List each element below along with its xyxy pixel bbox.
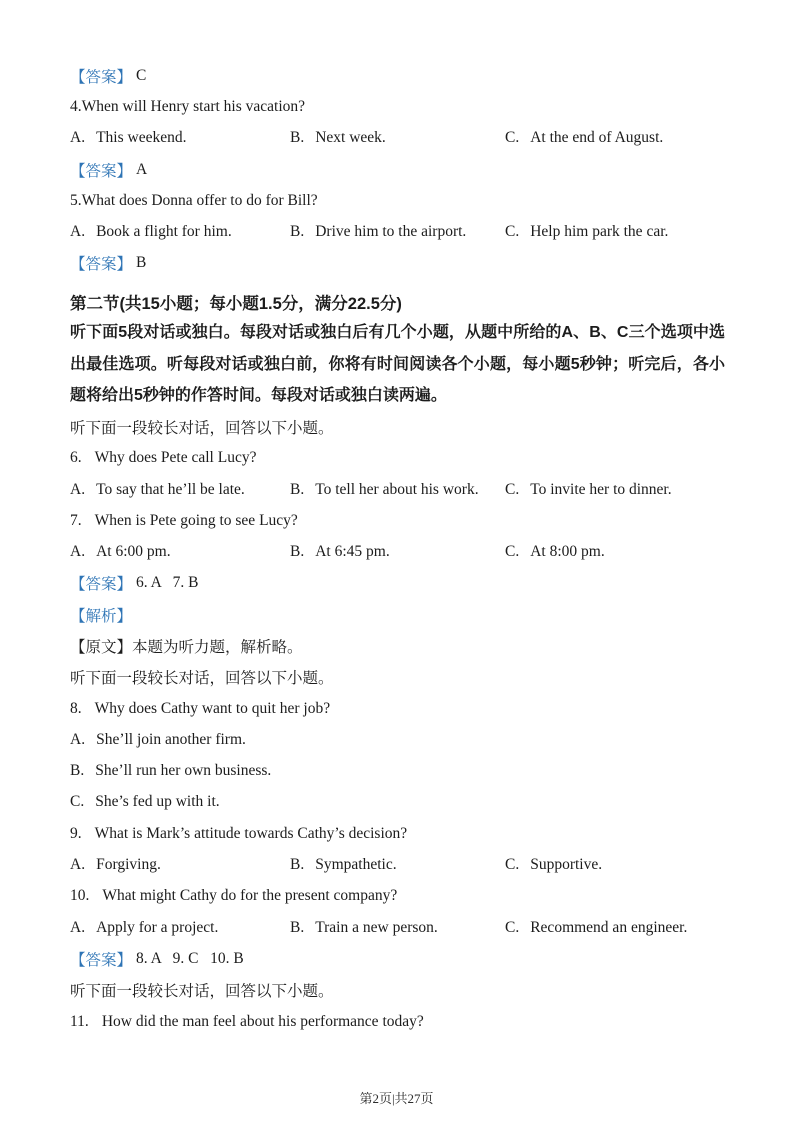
- section-instructions: 听下面5段对话或独白。每段对话或独白后有几个小题，从题中所给的A、B、C三个选项中选出最佳选项。听每段对话或独白前，你将有时间阅读各个小题，每小题5秒钟；听完后，各小题将给出5秒钟的作答时间。每段对话或独白读两遍。: [70, 324, 725, 404]
- question-text: When is Pete going to see Lucy?: [94, 511, 298, 529]
- answer-line-q5: [70, 248, 725, 279]
- option-letter: C.: [505, 480, 520, 498]
- question-number: 7.: [70, 511, 82, 529]
- option-b: [290, 123, 386, 154]
- question-10: [70, 881, 725, 912]
- option-text: To say that he’ll be late.: [96, 480, 245, 498]
- option-text: Supportive.: [530, 856, 603, 874]
- option-letter: A.: [70, 223, 86, 241]
- option-text: Forgiving.: [96, 856, 161, 874]
- question-number: 8.: [70, 699, 82, 717]
- answer-tag: 【答案】: [70, 162, 133, 180]
- option-letter: A.: [70, 730, 86, 748]
- answer-tag: 【答案】: [70, 68, 133, 86]
- question-text: What might Cathy do for the present company?: [102, 887, 398, 905]
- question-number: 6.: [70, 449, 82, 467]
- option-b: [290, 474, 479, 505]
- option-b: [290, 849, 397, 880]
- listening-intro-2: 听下面一段较长对话，回答以下小题。: [70, 670, 334, 688]
- question-11: [70, 1006, 725, 1037]
- option-text: She’ll join another firm.: [96, 730, 246, 748]
- question-9-options: [70, 849, 725, 880]
- question-7: [70, 505, 725, 536]
- option-letter: B.: [290, 129, 305, 147]
- option-c: [505, 216, 668, 247]
- option-text: She’s fed up with it.: [95, 793, 220, 811]
- answer-tag: 【答案】: [70, 951, 133, 969]
- answer-value: 6. A 7. B: [136, 574, 199, 592]
- option-letter: A.: [70, 129, 86, 147]
- question-9: [70, 818, 725, 849]
- option-c: [505, 849, 602, 880]
- question-6: [70, 443, 725, 474]
- option-letter: A.: [70, 543, 86, 561]
- option-letter: C.: [70, 793, 85, 811]
- answer-line-q3: [70, 60, 725, 91]
- question-4-options: [70, 123, 725, 154]
- option-a: [70, 216, 232, 247]
- option-c: [505, 123, 663, 154]
- question-8-option-a: [70, 724, 725, 755]
- answer-line-q8-q10: [70, 943, 725, 974]
- option-letter: B.: [70, 762, 85, 780]
- answer-value: 8. A 9. C 10. B: [136, 949, 244, 967]
- option-a: [70, 849, 161, 880]
- option-c: [505, 912, 687, 943]
- option-b: [290, 216, 466, 247]
- analysis-tag: 【解析】: [70, 607, 133, 625]
- option-b: [290, 536, 390, 567]
- analysis-tag-line: [70, 599, 725, 630]
- option-a: [70, 123, 186, 154]
- question-4: [70, 91, 725, 122]
- option-letter: A.: [70, 856, 86, 874]
- option-letter: C.: [505, 129, 520, 147]
- option-text: Train a new person.: [315, 918, 438, 936]
- option-letter: B.: [290, 223, 305, 241]
- transcript-text: 本题为听力题，解析略。: [132, 638, 303, 656]
- answer-tag: 【答案】: [70, 576, 133, 594]
- answer-tag: 【答案】: [70, 256, 133, 274]
- question-text: Why does Cathy want to quit her job?: [94, 699, 331, 717]
- listening-intro-1: 听下面一段较长对话，回答以下小题。: [70, 419, 334, 437]
- page-footer: 第2页|共27页: [359, 1091, 434, 1106]
- option-c: [505, 536, 605, 567]
- option-letter: C.: [505, 856, 520, 874]
- option-text: This weekend.: [96, 129, 187, 147]
- question-10-options: [70, 912, 725, 943]
- option-text: Apply for a project.: [96, 918, 219, 936]
- option-letter: C.: [505, 918, 520, 936]
- question-text: 5.What does Donna offer to do for Bill?: [70, 191, 318, 209]
- option-letter: A.: [70, 918, 86, 936]
- option-letter: C.: [505, 223, 520, 241]
- option-letter: B.: [290, 480, 305, 498]
- question-8: [70, 693, 725, 724]
- question-6-options: [70, 474, 725, 505]
- option-text: Book a flight for him.: [96, 223, 232, 241]
- option-letter: B.: [290, 918, 305, 936]
- question-number: 9.: [70, 824, 82, 842]
- option-text: At 8:00 pm.: [530, 543, 605, 561]
- question-number: 11.: [70, 1012, 89, 1030]
- option-letter: B.: [290, 543, 305, 561]
- option-a: [70, 536, 171, 567]
- option-a: [70, 474, 245, 505]
- question-text: 4.When will Henry start his vacation?: [70, 97, 306, 115]
- question-text: How did the man feel about his performance today?: [101, 1012, 424, 1030]
- option-text: At 6:45 pm.: [315, 543, 390, 561]
- option-text: To invite her to dinner.: [530, 480, 672, 498]
- option-text: To tell her about his work.: [315, 480, 479, 498]
- option-b: [290, 912, 438, 943]
- option-letter: C.: [505, 543, 520, 561]
- question-8-option-c: [70, 787, 725, 818]
- question-text: Why does Pete call Lucy?: [94, 449, 257, 467]
- answer-value: A: [136, 160, 148, 178]
- question-7-options: [70, 536, 725, 567]
- option-text: At the end of August.: [530, 129, 664, 147]
- option-text: At 6:00 pm.: [96, 543, 171, 561]
- question-text: What is Mark’s attitude towards Cathy’s decision?: [94, 824, 408, 842]
- question-5-options: [70, 216, 725, 247]
- option-text: Drive him to the airport.: [315, 223, 467, 241]
- option-letter: B.: [290, 856, 305, 874]
- exam-page-content: [70, 60, 725, 1037]
- answer-line-q6-q7: [70, 568, 725, 599]
- transcript-line: [70, 630, 725, 661]
- option-text: She’ll run her own business.: [95, 762, 272, 780]
- transcript-tag: 【原文】: [70, 638, 133, 656]
- answer-value: B: [136, 254, 147, 272]
- question-number: 10.: [70, 887, 90, 905]
- option-c: [505, 474, 672, 505]
- option-text: Recommend an engineer.: [530, 918, 688, 936]
- option-text: Help him park the car.: [530, 223, 669, 241]
- listening-intro-3: 听下面一段较长对话，回答以下小题。: [70, 983, 334, 1001]
- option-letter: A.: [70, 480, 86, 498]
- answer-line-q4: [70, 154, 725, 185]
- answer-value: C: [136, 66, 147, 84]
- option-text: Sympathetic.: [315, 856, 397, 874]
- option-a: [70, 912, 218, 943]
- section-heading: 第二节(共15小题；每小题1.5分，满分22.5分): [70, 294, 402, 313]
- option-text: Next week.: [315, 129, 386, 147]
- question-5: [70, 185, 725, 216]
- question-8-option-b: [70, 756, 725, 787]
